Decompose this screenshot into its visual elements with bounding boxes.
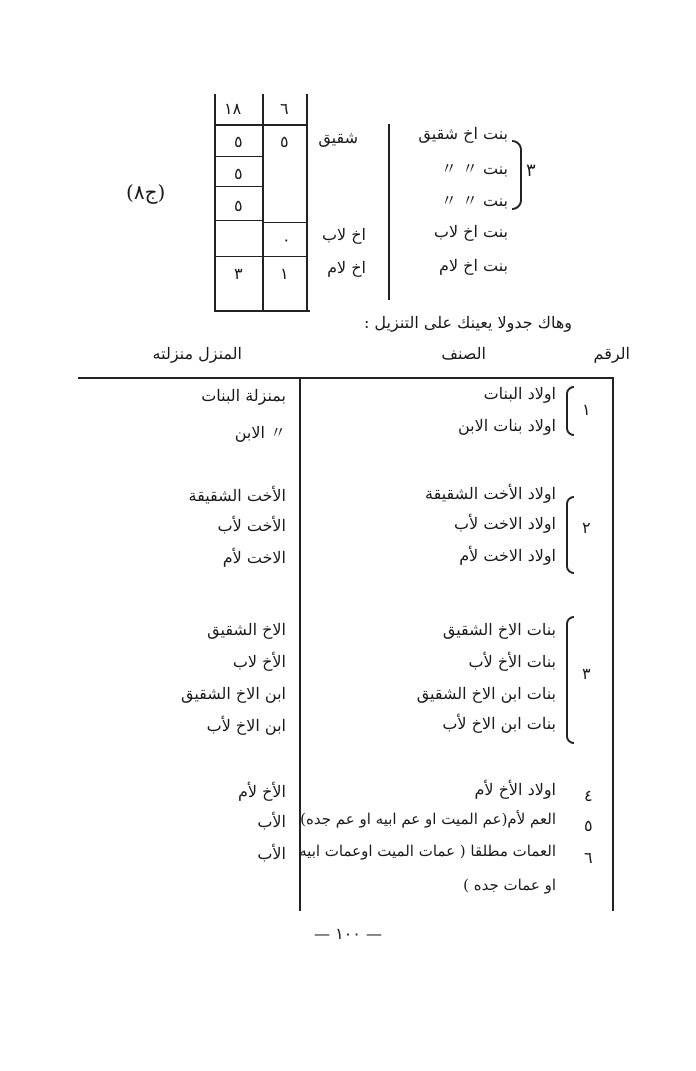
row-item: اولاد الاخت لأم (459, 546, 556, 565)
row-status: الأخ لاب (232, 652, 286, 671)
group-number: ٣ (526, 160, 536, 181)
table-top-rule (78, 377, 614, 379)
grid-cell: ١ (280, 264, 289, 283)
row-brace (566, 496, 574, 574)
middle-label: اخ لام (327, 258, 366, 277)
row-status: الأخت الشقيقة (188, 486, 286, 505)
row-status: بمنزلة البنات (201, 386, 286, 405)
row-item: او عمات جده ) (463, 876, 556, 894)
grid-vline-mid (262, 94, 264, 310)
grid-header-total: ١٨ (224, 99, 242, 118)
row-number: ٥ (584, 816, 593, 835)
row-number: ٤ (584, 786, 593, 805)
row-item: العمات مطلقا ( عمات الميت اوعمات ابيه (299, 842, 556, 860)
middle-label: اخ لاب (321, 225, 366, 244)
intro-text: وهاك جدولا يعينك على التنزيل : (363, 313, 572, 332)
grid-cell: ٠ (282, 230, 291, 249)
row-brace (566, 386, 574, 436)
row-status: الاخ الشقيق (207, 620, 286, 639)
grid-vline-right (306, 94, 308, 310)
row-item: بنات الأخ لأب (468, 652, 556, 671)
page-number: — ١٠٠ — (314, 924, 382, 943)
grid-header-base: ٦ (280, 99, 289, 118)
grid-hline (214, 186, 262, 187)
grid-cell: ٣ (234, 264, 243, 283)
row-item: العم لأم(عم الميت او عم ابيه او عم جده) (300, 810, 556, 828)
row-status: الأخ لأم (237, 782, 286, 801)
grid-hline (264, 222, 308, 223)
heir-item: بنت اخ شقيق (418, 124, 508, 143)
grid-cell: ٥ (234, 196, 243, 215)
row-item: اولاد البنات (483, 384, 556, 403)
grid-bottom-line (214, 310, 310, 312)
grid-cell: ٥ (234, 164, 243, 183)
header-status: المنزل منزلته (152, 344, 242, 363)
group-brace (512, 140, 522, 210)
grid-vline-left (214, 94, 216, 310)
grid-cell: ٥ (234, 132, 243, 151)
row-item: اولاد الاخت لأب (454, 514, 556, 533)
row-item: اولاد الأخ لأم (474, 780, 556, 799)
heirs-separator (388, 124, 390, 300)
row-status: ابن الاخ لأب (206, 716, 286, 735)
header-category: الصنف (441, 344, 486, 363)
grid-hline (214, 124, 308, 126)
row-item: بنات ابن الاخ الشقيق (416, 684, 556, 703)
row-item: اولاد الأخت الشقيقة (425, 484, 556, 503)
middle-label: شقيق (318, 128, 358, 147)
grid-hline (214, 256, 308, 257)
heir-item: بنت 〃 〃 (440, 191, 508, 210)
row-brace (566, 616, 574, 744)
row-number: ٣ (582, 664, 591, 683)
row-status: الأب (257, 844, 286, 863)
table-divider-right (612, 377, 614, 911)
row-item: بنات الاخ الشقيق (442, 620, 556, 639)
grid-hline (214, 156, 262, 157)
header-number: الرقم (593, 344, 630, 363)
grid-hline (214, 220, 262, 221)
table-divider-middle (299, 377, 301, 911)
row-number: ٦ (584, 848, 593, 867)
row-item: بنات ابن الاخ لأب (442, 714, 556, 733)
heir-item: بنت اخ لام (439, 256, 508, 275)
row-item: اولاد بنات الابن (457, 416, 556, 435)
row-number: ١ (582, 400, 591, 419)
row-status: الأب (257, 812, 286, 831)
row-status: الأخت لأب (217, 516, 286, 535)
row-status: 〃 الابن (234, 423, 286, 442)
row-status: ابن الاخ الشقيق (180, 684, 286, 703)
row-status: الاخت لأم (222, 548, 286, 567)
row-number: ٢ (582, 518, 591, 537)
section-label: (ج٨) (126, 180, 166, 204)
heir-item: بنت 〃 〃 (440, 159, 508, 178)
heir-item: بنت اخ لاب (433, 222, 508, 241)
grid-cell: ٥ (280, 132, 289, 151)
